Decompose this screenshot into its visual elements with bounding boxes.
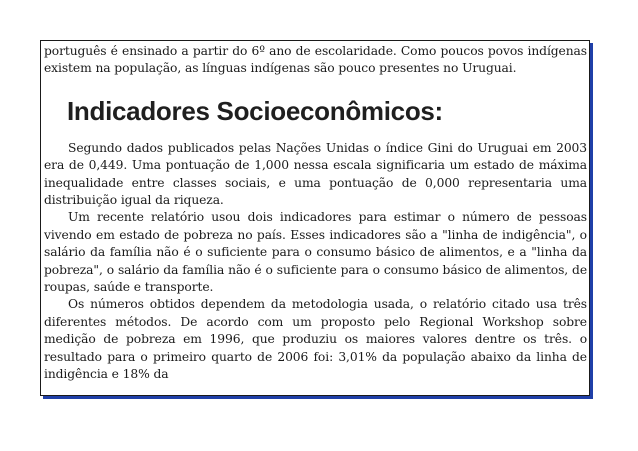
paragraph-gini: Segundo dados publicados pelas Nações Unidas o índice Gini do Uruguai em 2003 era de 0,449. Uma pontuação de 1,000 nessa escala significaria um estado de máxima inequalidade entre classes sociais, e uma pontuação de 0,000 representaria uma distribuição igual da riqueza. bbox=[44, 140, 587, 208]
paragraph-poverty-indicators: Um recente relatório usou dois indicadores para estimar o número de pessoas vivendo em estado de pobreza no país. Esses indicadores são a "linha de indigência", o salário da família não é o suficiente para o consumo básico de alimentos, e a "linha da pobreza", o salário da família não é o suficiente para o consumo básico de alimentos, de roupas, saúde e transporte. bbox=[44, 210, 587, 295]
section-heading: Indicadores Socioeconômicos: bbox=[67, 95, 443, 126]
paragraph-methodology: Os números obtidos dependem da metodologia usada, o relatório citado usa três diferentes métodos. De acordo com um proposto pelo Regional Workshop sobre medição de pobreza em 1996, que produziu os maiores valores dentre os três. o resultado para o primeiro quarto de 2006 foi: 3,01% da população abaixo da linha de indigência e 18% da bbox=[44, 297, 587, 382]
text-frame bbox=[40, 40, 590, 396]
intro-paragraph: português é ensinado a partir do 6º ano de escolaridade. Como poucos povos indígenas existem na população, as línguas indígenas são pouco presentes no Uruguai. bbox=[44, 44, 587, 76]
